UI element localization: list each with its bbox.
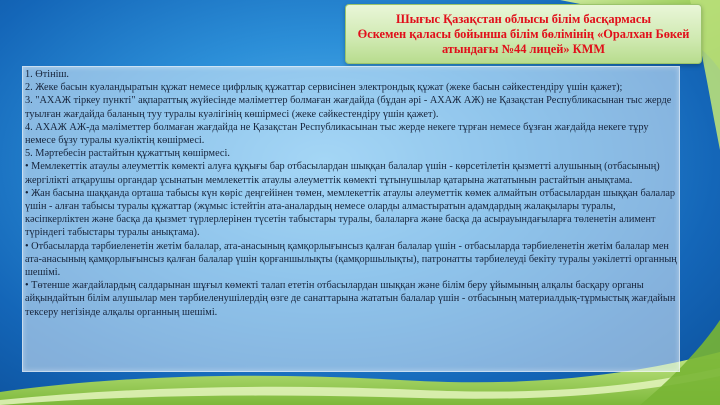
list-item: • Мемлекеттік атаулы әлеуметтік көмекті алуға құқығы бар отбасылардан шыққан балалар үшін - көрсетілетін қызметті алушының (отбасының) жергілікті атқарушы органдар ұсынатын мемлекеттік атаулы әлеуметтік көмекті тұтынушылар қатарына жататынын растайтын анықтама. (25, 161, 660, 186)
list-item: • Төтенше жағдайлардың салдарынан шұғыл көмекті талап ететін отбасылардан шыққан және білім беру ұйымының алқалы басқару органы айқындайтын білім алушылар мен тәрбиеленушілердің өзге де санаттарына жататын балалар үшін - отбасының материалдық-тұрмыстық жағдайын тексеру негізінде алқалы органның шешімі. (25, 280, 676, 318)
list-item: • Жан басына шаққанда орташа табысы күн көріс деңгейінен төмен, мемлекеттік атаулы әлеуметтік көмек алмайтын отбасылардан шыққан балалар үшін - алған табысы туралы құжаттар (жұмыс істейтін ата-аналардың немесе оларды алмастыратын адамдардың жалақылары туралы, кәсіпкерліктен және басқа да қызмет түрлерлерінен түсетін табыстары туралы, балаларға және басқа да асырауындағыларға төленетін алимент түріндегі табыстары туралы анықтама). (25, 187, 676, 239)
document-list (25, 68, 677, 319)
content-panel (22, 66, 680, 372)
list-item: • Отбасыларда тәрбиеленетін жетім балалар, ата-анасының қамқорлығынсыз қалған балалар үшін - отбасыларда тәрбиеленетін жетім балалар мен ата-анасының қамқорлығынсыз қалған балалар үшін қорғаншылықты (қамқоршылықты), патронатты тәрбиелеуді бекіту туралы уәкілетті органның шешімі. (25, 240, 677, 279)
page-title: Шығыс Қазақстан облысы білім басқармасы Өскемен қаласы бойынша білім бөлімінің «Оралхан Бөкей атындағы №44 лицей» КММ (357, 11, 690, 56)
list-item: 3. "АХАЖ тіркеу пункті" ақпараттық жүйесінде мәліметтер болмаған жағдайда (бұдан әрі - АХАЖ АЖ) не Қазақстан Республикасынан тыс жерде туылған жағдайда баланың туу туралы куәлігінің көшірмесі (жеке сәйкестендіру үшін қажет). (25, 95, 672, 120)
list-item: 1. Өтініш. (25, 69, 69, 80)
list-item: 4. АХАЖ АЖ-да мәліметтер болмаған жағдайда не Қазақстан Республикасынан тыс жерде некеге тұрған немесе бұзған жағдайда некеге тұру немесе бұзу туралы куәліктің көшірмесі. (25, 121, 649, 147)
list-item: 5. Мәртебесін растайтын құжаттың көшірмесі. (25, 148, 230, 160)
list-item: 2. Жеке басын куәландыратын құжат немесе цифрлық құжаттар сервисінен электрондық құжат (жеке басын сәйкестендіру үшін қажет); (25, 82, 623, 94)
title-banner (345, 4, 702, 64)
